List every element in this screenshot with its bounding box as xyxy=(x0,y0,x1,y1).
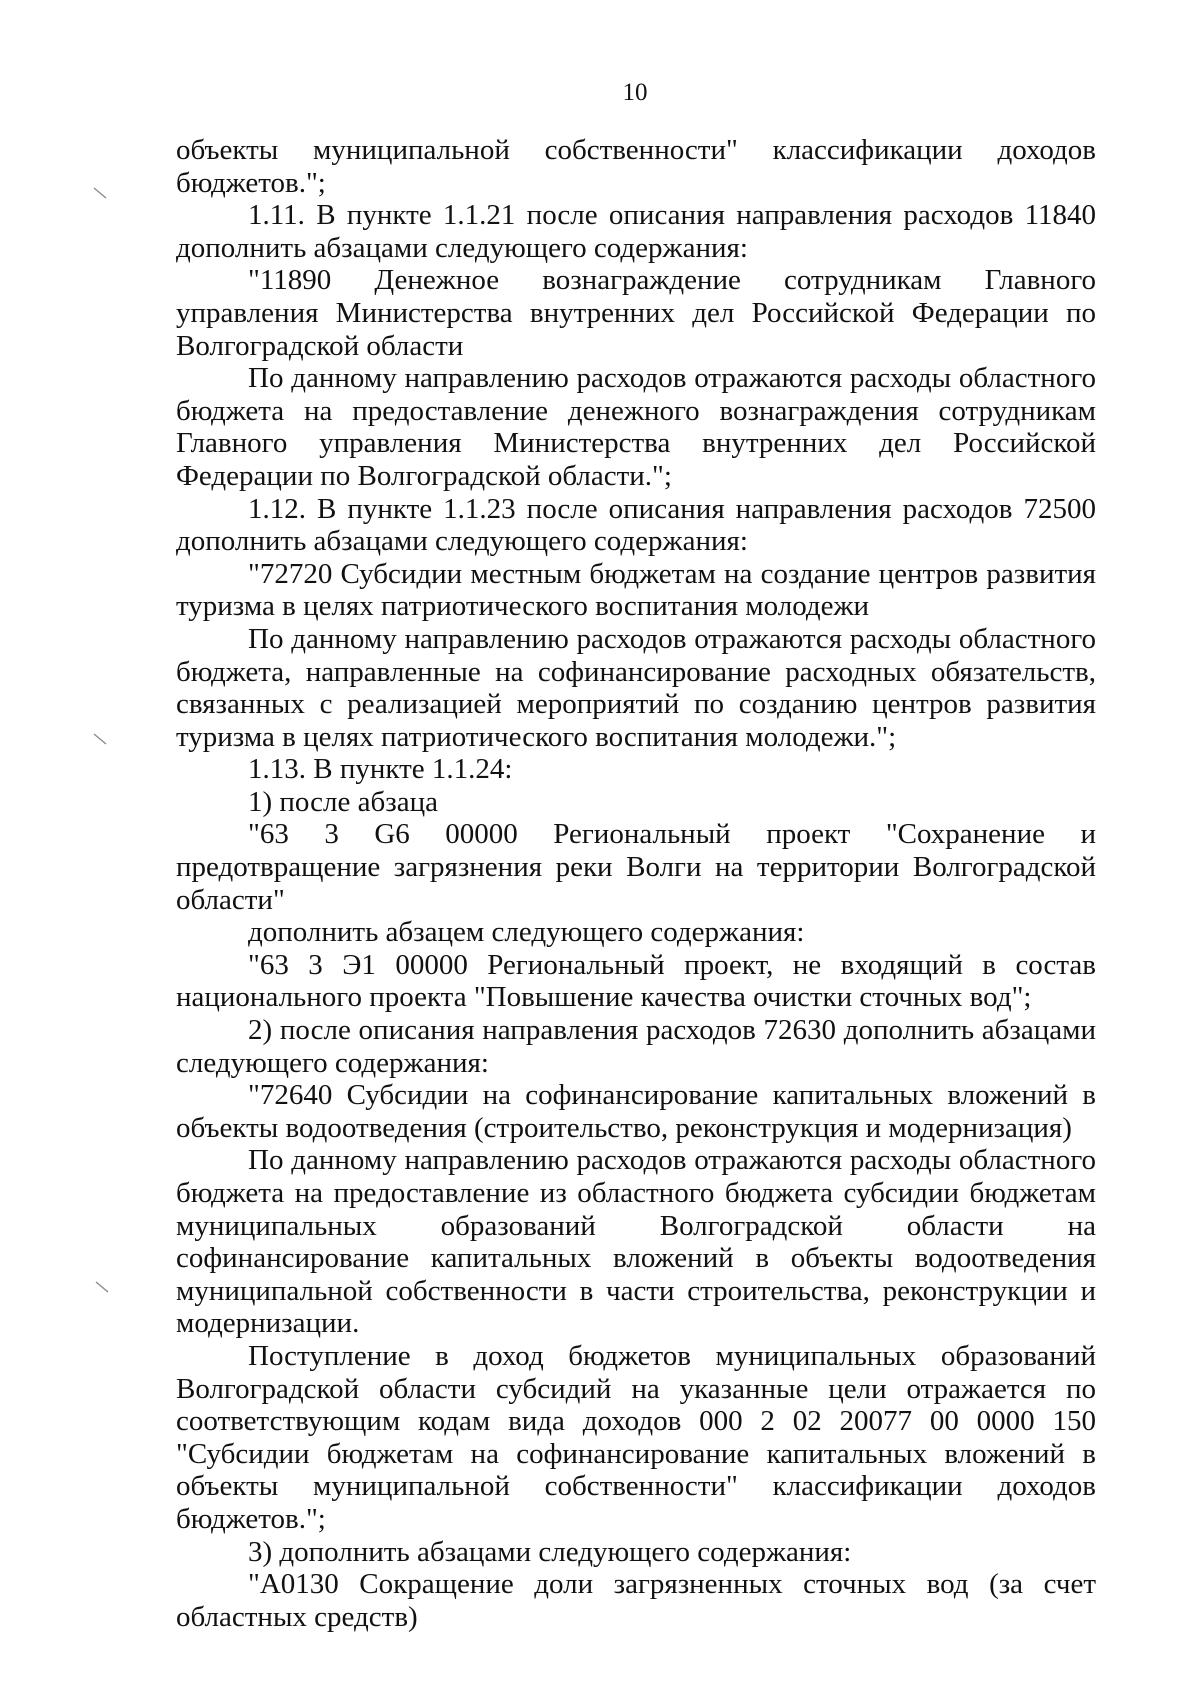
paragraph: "72640 Субсидии на софинансирование капитальных вложений в объекты водоотведения (строительство, реконструкция и модернизация) xyxy=(176,1079,1096,1144)
paragraph: По данному направлению расходов отражаются расходы областного бюджета на предоставление из областного бюджета субсидии бюджетам муниципальных образований Волгоградской области на софинансирование капитальных вложений в объекты водоотведения муниципальной собственности в части строительства, реконструкции и модернизации. xyxy=(176,1144,1096,1340)
paragraph: По данному направлению расходов отражаются расходы областного бюджета, направленные на софинансирование расходных обязательств, связанных с реализацией мероприятий по созданию центров развития туризма в целях патриотического воспитания молодежи."; xyxy=(176,622,1096,753)
paragraph: "63 3 Э1 00000 Региональный проект, не входящий в состав национального проекта "Повышение качества очистки сточных вод"; xyxy=(176,948,1096,1014)
paragraph: 1.13. В пункте 1.1.24: xyxy=(248,753,513,786)
paragraph: 1.11. В пункте 1.1.21 после описания направления расходов 11840 дополнить абзацами следующего содержания: xyxy=(176,199,1096,264)
document-body xyxy=(176,134,1096,1633)
scan-mark xyxy=(94,1280,114,1296)
scan-mark xyxy=(92,186,112,202)
paragraph: 1.12. В пункте 1.1.23 после описания направления расходов 72500 дополнить абзацами следующего содержания: xyxy=(176,492,1096,558)
paragraph: 2) после описания направления расходов 72630 дополнить абзацами следующего содержания: xyxy=(176,1014,1096,1079)
paragraph: "72720 Субсидии местным бюджетам на создание центров развития туризма в целях патриотического воспитания молодежи xyxy=(176,557,1096,623)
paragraph: 1) после абзаца xyxy=(248,785,438,818)
paragraph: 3) дополнить абзацами следующего содержания: xyxy=(248,1535,852,1568)
page-number: 10 xyxy=(622,79,648,106)
paragraph: "11890 Денежное вознаграждение сотрудникам Главного управления Министерства внутренних дел Российской Федерации по Волгоградской области xyxy=(176,264,1096,362)
paragraph: По данному направлению расходов отражаются расходы областного бюджета на предоставление денежного вознаграждения сотрудникам Главного управления Министерства внутренних дел Российской Федерации по Волгоградской области."; xyxy=(176,362,1096,492)
paragraph: Поступление в доход бюджетов муниципальных образований Волгоградской области субсидий на указанные цели отражается по соответствующим кодам вида доходов 000 2 02 20077 00 0000 150 "Субсидии бюджетам на софинансирование капитальных вложений в объекты муниципальной собственности" классификации доходов бюджетов."; xyxy=(176,1339,1096,1535)
paragraph: объекты муниципальной собственности" классификации доходов бюджетов."; xyxy=(176,134,1096,199)
paragraph: "А0130 Сокращение доли загрязненных сточных вод (за счет областных средств) xyxy=(176,1568,1096,1633)
scan-mark xyxy=(92,732,112,748)
paragraph: "63 3 G6 00000 Региональный проект "Сохранение и предотвращение загрязнения реки Волги на территории Волгоградской области" xyxy=(176,818,1096,916)
paragraph: дополнить абзацем следующего содержания: xyxy=(248,916,805,949)
